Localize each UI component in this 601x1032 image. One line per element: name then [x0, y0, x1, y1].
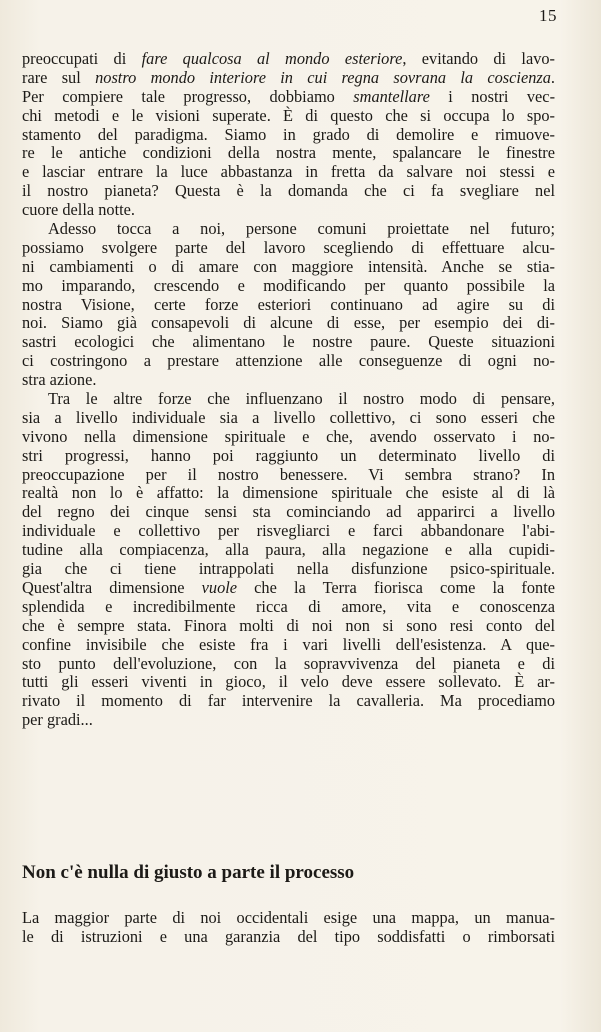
section-heading: Non c'è nulla di giusto a parte il processo	[22, 862, 355, 883]
body-text	[22, 50, 555, 730]
text-line: stri progressi, hanno poi raggiunto un determinato livello di	[22, 445, 555, 465]
text-line: sia a livello individuale sia a livello collettivo, ci sono esseri che	[22, 407, 555, 427]
paragraph-2	[22, 220, 555, 390]
text-line: il nostro pianeta? Questa è la domanda che ci fa svegliare nel	[22, 181, 555, 201]
text-line: Tra le altre forze che influenzano il nostro modo di pensare,	[48, 389, 555, 409]
text-line: ni cambiamenti o di amare con maggiore intensità. Anche se stia-	[22, 256, 555, 276]
text-line: Quest'altra dimensione vuole che la Terra fiorisca come la fonte	[22, 577, 555, 597]
text-line: tutti gli esseri viventi in gioco, il velo deve essere sollevato. È ar-	[22, 672, 555, 692]
text-line: noi. Siamo già consapevoli di alcune di esse, per esempio dei di-	[22, 313, 555, 333]
text-line: sto punto dell'evoluzione, con la sopravvivenza del pianeta e di	[22, 653, 555, 673]
text-line: splendida e incredibilmente ricca di amore, vita e conoscenza	[22, 596, 555, 616]
text-line: gia che ci tiene intrappolati nella disfunzione psico-spirituale.	[22, 559, 555, 579]
text-line: preoccupati di fare qualcosa al mondo esteriore, evitando di lavo-	[22, 49, 555, 68]
paragraph-1	[22, 50, 555, 220]
paragraph-4	[22, 909, 555, 947]
text-line: mo imparando, crescendo e modificando per quanto possibile la	[22, 275, 555, 295]
page-number: 15	[539, 6, 557, 25]
text-line: le di istruzioni e una garanzia del tipo soddisfatti o rimborsati	[22, 926, 555, 946]
text-line: tudine alla compiacenza, alla paura, alla negazione e alla cupidi-	[22, 540, 555, 560]
text-line: La maggior parte di noi occidentali esige una mappa, un manua-	[22, 908, 555, 927]
text-line: cuore della notte.	[22, 200, 135, 220]
text-line: stra azione.	[22, 370, 97, 390]
text-line: rivato il momento di far intervenire la cavalleria. Ma procediamo	[22, 691, 555, 711]
text-line: possiamo svolgere parte del lavoro scegliendo di effettuare alcu-	[22, 237, 555, 257]
text-line: Adesso tocca a noi, persone comuni proiettate nel futuro;	[48, 219, 555, 239]
text-line: vivono nella dimensione spirituale e che, avendo osservato i no-	[22, 426, 555, 446]
text-line: chi metodi e le visioni superate. È di questo che si occupa lo spo-	[22, 105, 555, 125]
text-line: sastri ecologici che alimentano le nostre paure. Queste situazioni	[22, 332, 555, 352]
text-line: ci costringono a prestare attenzione alle conseguenze di ogni no-	[22, 351, 555, 371]
body-text-continued	[22, 909, 555, 947]
text-line: confine invisibile che esiste fra i vari livelli dell'esistenza. A que-	[22, 634, 555, 654]
text-line: che è sempre stata. Finora molti di noi non si sono resi conto del	[22, 615, 555, 635]
text-line: preoccupazione per il nostro benessere. Vi sembra strano? In	[22, 464, 555, 484]
paragraph-3	[22, 390, 555, 730]
text-line: stamento del paradigma. Siamo in grado di demolire e rimuove-	[22, 124, 555, 144]
text-line: e lasciar entrare la luce abbastanza in fretta da salvare noi stessi e	[22, 162, 555, 182]
text-line: individuale e collettivo per risvegliarci e farci abbandonare l'abi-	[22, 521, 555, 541]
text-line: del regno dei cinque sensi sta cominciando ad apparirci a livello	[22, 502, 555, 522]
text-line: nostra Visione, certe forze esteriori continuano ad agire su di	[22, 294, 555, 314]
text-line: realtà non lo è affatto: la dimensione spirituale che esiste al di là	[22, 483, 555, 503]
text-line: per gradi...	[22, 710, 93, 730]
text-line: rare sul nostro mondo interiore in cui regna sovrana la coscienza.	[22, 67, 556, 87]
text-line: Per compiere tale progresso, dobbiamo smantellare i nostri vec-	[22, 86, 556, 106]
text-line: re le antiche condizioni della nostra mente, spalancare le finestre	[22, 143, 555, 163]
